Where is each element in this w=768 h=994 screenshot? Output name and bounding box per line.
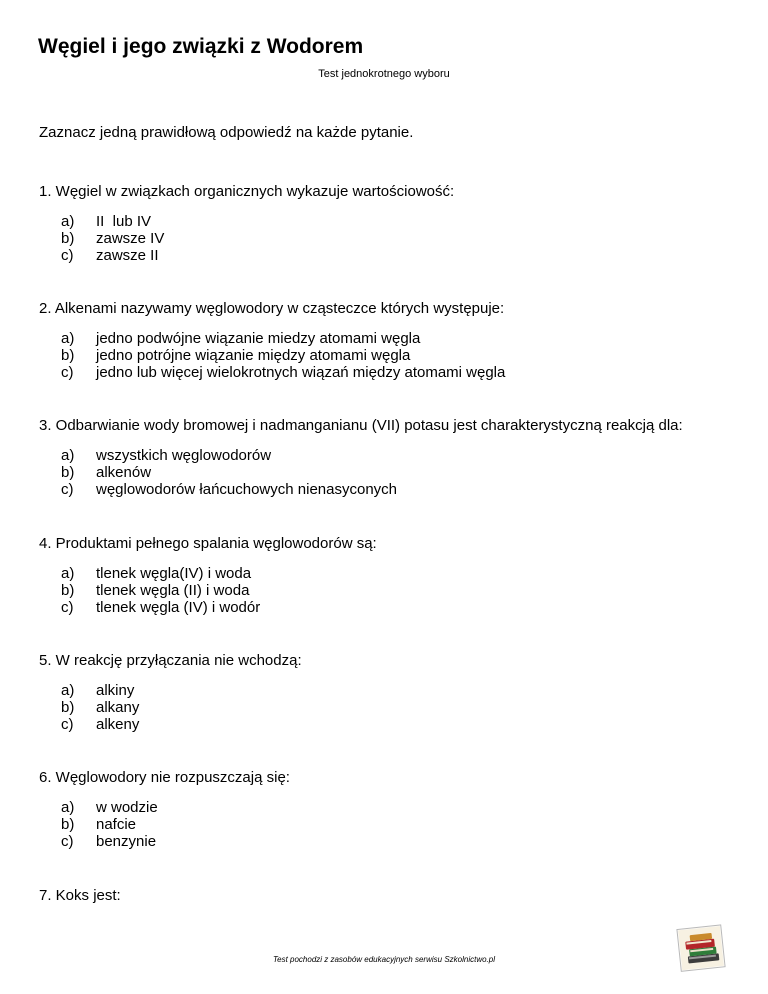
question-2: [39, 300, 739, 381]
books-icon: [676, 924, 728, 972]
option-letter: b): [61, 347, 75, 364]
option-letter: b): [61, 816, 75, 833]
answer-options: [39, 565, 739, 616]
question-text: 7. Koks jest:: [39, 887, 121, 904]
option-text: alkiny: [96, 682, 135, 699]
option-letter: c): [61, 599, 74, 616]
option-text: zawsze IV: [96, 230, 165, 247]
answer-option: [39, 447, 739, 464]
answer-option: [39, 716, 739, 733]
question-1: [39, 183, 739, 264]
answer-options: [39, 213, 739, 264]
instruction-text: Zaznacz jedną prawidłową odpowiedź na każde pytanie.: [39, 124, 414, 141]
answer-option: [39, 565, 739, 582]
option-text: tlenek węgla (IV) i wodór: [96, 599, 261, 616]
option-text: alkeny: [96, 716, 140, 733]
option-text: tlenek węgla (II) i woda: [96, 582, 250, 599]
option-letter: c): [61, 716, 74, 733]
question-4: [39, 535, 739, 616]
question-text: 6. Węglowodory nie rozpuszczają się:: [39, 769, 290, 786]
option-text: wszystkich węglowodorów: [96, 447, 272, 464]
answer-option: [39, 213, 739, 230]
question-7: [39, 887, 739, 905]
answer-options: [39, 330, 739, 381]
option-letter: c): [61, 833, 74, 850]
question-text: 1. Węgiel w związkach organicznych wykazuje wartościowość:: [39, 183, 455, 200]
option-letter: a): [61, 799, 75, 816]
answer-options: [39, 447, 739, 498]
answer-options: [39, 799, 739, 850]
answer-option: [39, 364, 739, 381]
option-text: II lub IV: [96, 213, 152, 230]
option-letter: a): [61, 682, 75, 699]
question-6: [39, 769, 739, 850]
option-text: nafcie: [96, 816, 137, 833]
question-text: 2. Alkenami nazywamy węglowodory w cząsteczce których występuje:: [39, 300, 505, 317]
answer-option: [39, 481, 739, 498]
answer-option: [39, 230, 739, 247]
footer-credit: Test pochodzi z zasobów edukacyjnych serwisu Szkolnictwo.pl: [272, 955, 496, 964]
question-5: [39, 652, 739, 733]
option-text: w wodzie: [96, 799, 158, 816]
answer-option: [39, 347, 739, 364]
option-letter: a): [61, 447, 75, 464]
answer-option: [39, 330, 739, 347]
answer-option: [39, 247, 739, 264]
answer-options: [39, 682, 739, 733]
option-text: alkenów: [96, 464, 152, 481]
question-text: 4. Produktami pełnego spalania węglowodorów są:: [39, 535, 377, 552]
answer-option: [39, 464, 739, 481]
option-text: węglowodorów łańcuchowych nienasyconych: [96, 481, 398, 498]
option-text: benzynie: [96, 833, 157, 850]
option-text: jedno podwójne wiązanie miedzy atomami węgla: [96, 330, 421, 347]
option-letter: c): [61, 481, 74, 498]
option-letter: b): [61, 699, 75, 716]
option-letter: b): [61, 464, 75, 481]
document-title: Węgiel i jego związki z Wodorem: [38, 35, 364, 58]
answer-option: [39, 682, 739, 699]
answer-option: [39, 799, 739, 816]
option-letter: a): [61, 565, 75, 582]
option-text: jedno potrójne wiązanie między atomami węgla: [96, 347, 411, 364]
answer-option: [39, 816, 739, 833]
option-letter: b): [61, 230, 75, 247]
question-3: [39, 417, 739, 498]
question-text: 5. W reakcję przyłączania nie wchodzą:: [39, 652, 302, 669]
option-letter: a): [61, 213, 75, 230]
option-letter: a): [61, 330, 75, 347]
answer-option: [39, 699, 739, 716]
option-text: alkany: [96, 699, 140, 716]
option-text: tlenek węgla(IV) i woda: [96, 565, 252, 582]
answer-option: [39, 833, 739, 850]
option-text: jedno lub więcej wielokrotnych wiązań między atomami węgla: [96, 364, 506, 381]
document-subtitle: Test jednokrotnego wyboru: [318, 68, 450, 80]
option-letter: b): [61, 582, 75, 599]
option-letter: c): [61, 364, 74, 381]
answer-option: [39, 582, 739, 599]
question-text: 3. Odbarwianie wody bromowej i nadmanganianu (VII) potasu jest charakterystyczną reakcją dla:: [39, 417, 683, 434]
answer-option: [39, 599, 739, 616]
option-letter: c): [61, 247, 74, 264]
option-text: zawsze II: [96, 247, 159, 264]
